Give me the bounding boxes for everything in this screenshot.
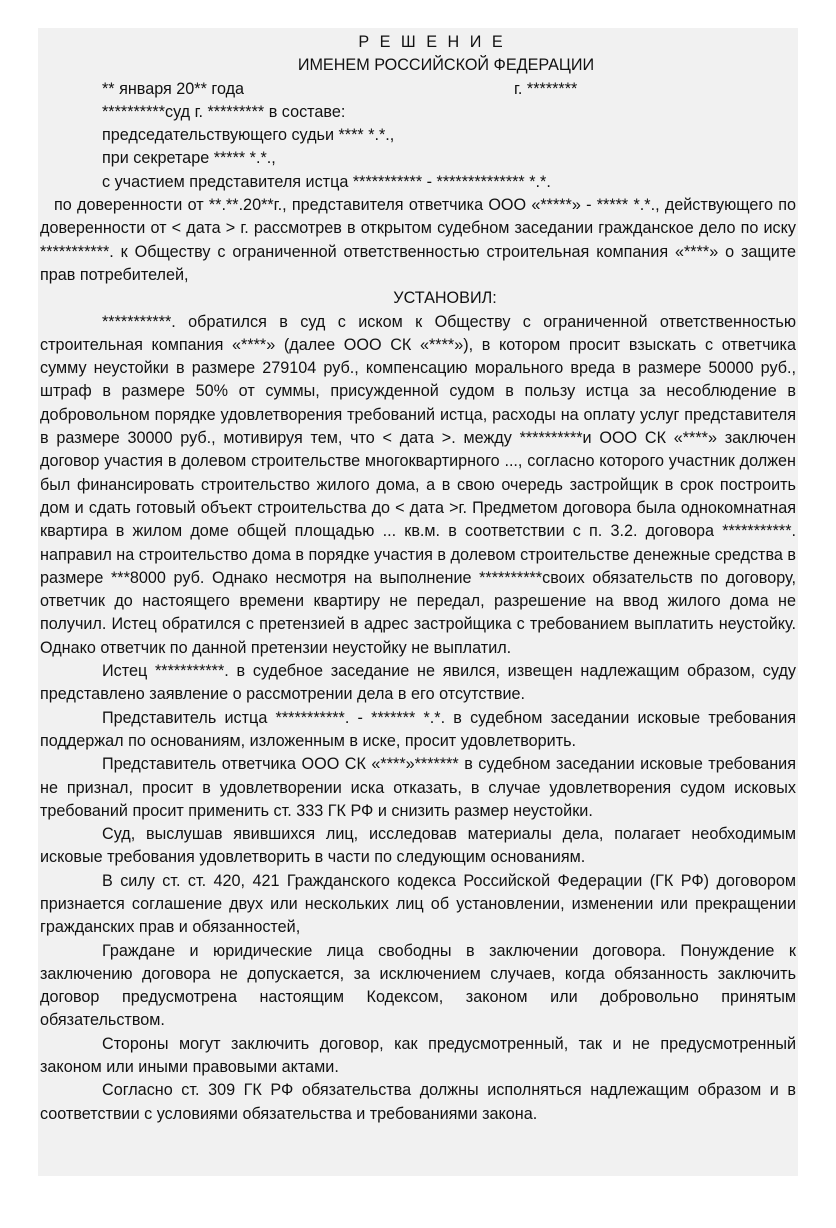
participation-line: с участием представителя истца *********** - ************** *.*. <box>102 172 551 191</box>
established-heading: УСТАНОВИЛ: <box>393 289 497 308</box>
body-paragraph: Граждане и юридические лица свободны в заключении договора. Понуждение к заключению договора не допускается, за исключением случаев, когда обязанность заключить договор предусмотрена настоящим Кодексом, законом или добровольно принятым обязательством. <box>40 941 796 1030</box>
document-subtitle: ИМЕНЕМ РОССИЙСКОЙ ФЕДЕРАЦИИ <box>297 56 595 75</box>
document-city: г. ******** <box>514 79 578 98</box>
judge-line: председательствующего судьи **** *.*., <box>102 126 395 145</box>
body-paragraph: В силу ст. ст. 420, 421 Гражданского кодекса Российской Федерации (ГК РФ) договором признается соглашение двух или нескольких лиц об установлении, изменении или прекращении гражданских прав и обязанностей, <box>40 871 796 937</box>
intro-paragraph: по доверенности от **.**.20**г., представителя ответчика ООО «*****» - ***** *.*., действующего по доверенности от < дата > г. рассмотрев в открытом судебном заседании гражданское дело по иску ***********. к Обществу с ограниченной ответственностью строительная компания «****» о защите прав потребителей, <box>40 196 796 284</box>
body-paragraph: ***********. обратился в суд с иском к Обществу с ограниченной ответственностью строительная компания «****» (далее ООО СК «****»), в котором просит взыскать с ответчика сумму неустойки в размере 279104 руб., компенсацию морального вреда в размере 50000 руб., штраф в размере 50% от суммы, присужденной судом в пользу истца за несоблюдение в добровольном порядке удовлетворения требований истца, расходы на оплату услуг представителя в размере 30000 руб., мотивируя тем, что < дата >. между **********и ООО СК «****» заключен договор участия в долевом строительстве многоквартирного ..., согласно которого участник должен был финансировать строительство жилого дома, а в свою очередь застройщик в срок построить дом и сдать готовый объект строительства до < дата >г. Предметом договора была однокомнатная квартира в жилом доме общей площадью ... кв.м. в соответствии с п. 3.2. договора ***********. направил на строительство дома в порядке участия в долевом строительстве денежные средства в размере ***8000 руб. Однако несмотря на выполнение **********своих обязательств по договору, ответчик до настоящего времени квартиру не передал, разрешение на ввод жилого дома не получил. Истец обратился с претензией в адрес застройщика с требованием выплатить неустойку. Однако ответчик по данной претензии неустойку не выплатил. <box>40 312 796 657</box>
body-paragraph: Стороны могут заключить договор, как предусмотренный, так и не предусмотренный законом или иными правовыми актами. <box>40 1034 796 1077</box>
body-paragraph: Представитель истца ***********. - ******* *.*. в судебном заседании исковые требования поддержал по основаниям, изложенным в иске, просит удовлетворить. <box>40 708 796 750</box>
document-page <box>38 28 798 1176</box>
court-line: **********суд г. ********* в составе: <box>102 102 346 121</box>
document-title: Р Е Ш Е Н И Е <box>358 33 506 51</box>
date-city-line <box>40 78 796 101</box>
body-paragraph: Суд, выслушав явившихся лиц, исследовав материалы дела, полагает необходимым исковые требования удовлетворить в части по следующим основаниям. <box>40 825 796 867</box>
body-paragraph: Согласно ст. 309 ГК РФ обязательства должны исполняться надлежащим образом и в соответствии с условиями обязательства и требованиями закона. <box>40 1081 796 1123</box>
body-paragraph: Истец ***********. в судебное заседание не явился, извещен надлежащим образом, суду представлено заявление о рассмотрении дела в его отсутствие. <box>40 662 796 704</box>
body-paragraph: Представитель ответчика ООО СК «****»******* в судебном заседании исковые требования не признал, просит в удовлетворении иска отказать, в случае удовлетворения судом исковых требований просит применить ст. 333 ГК РФ и снизить размер неустойки. <box>40 755 796 820</box>
document-date: ** января 20** года <box>102 79 245 98</box>
secretary-line: при секретаре ***** *.*., <box>102 149 276 168</box>
